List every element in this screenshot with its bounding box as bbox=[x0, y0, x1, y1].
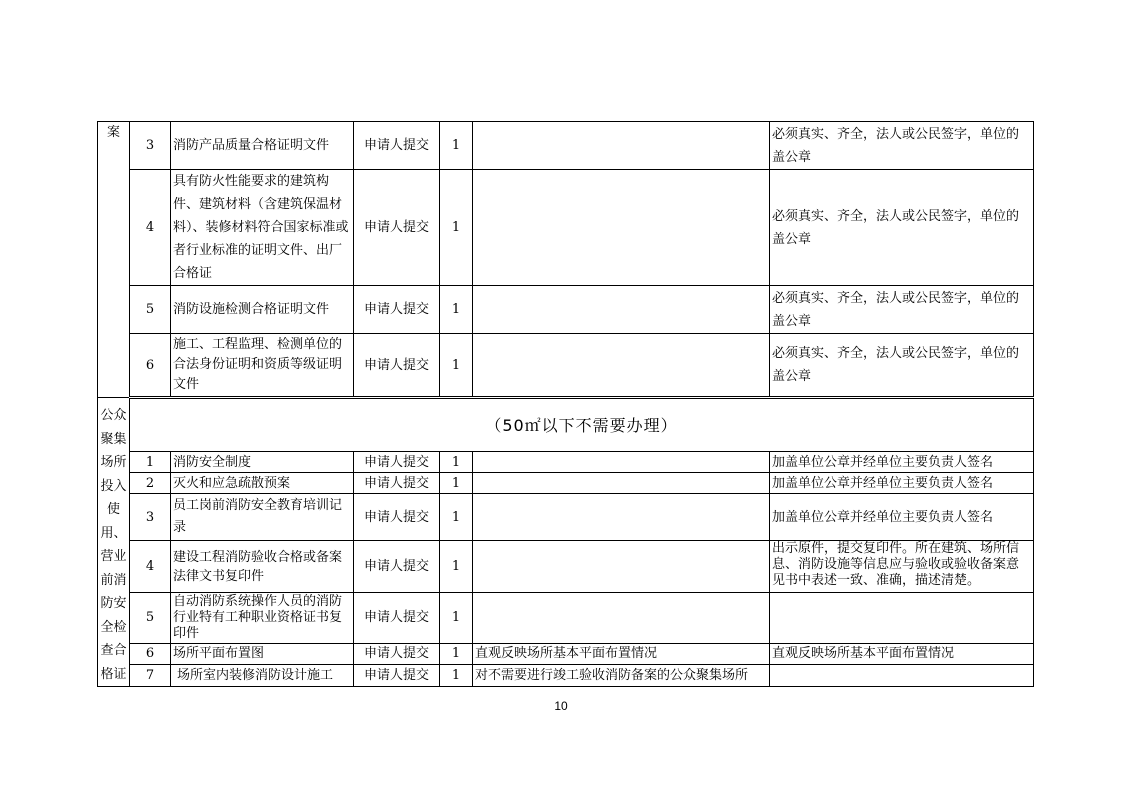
table-row bbox=[98, 644, 1034, 665]
table-row bbox=[98, 122, 1034, 170]
row-number: 4 bbox=[130, 170, 171, 286]
table-row bbox=[98, 398, 1034, 452]
requirement: 必须真实、齐全，法人或公民签字，单位的盖公章 bbox=[770, 170, 1034, 286]
condition bbox=[473, 286, 770, 334]
copy-count: 1 bbox=[440, 122, 473, 170]
category-cell-b: 公众聚集场所投入使用、营业前消防安全检查合格证 bbox=[98, 398, 130, 687]
submitter: 申请人提交 bbox=[354, 452, 440, 473]
material-name: 自动消防系统操作人员的消防行业特有工种职业资格证书复印件 bbox=[171, 592, 354, 643]
material-name: 施工、工程监理、检测单位的合法身份证明和资质等级证明文件 bbox=[171, 334, 354, 398]
submitter: 申请人提交 bbox=[354, 494, 440, 541]
copy-count: 1 bbox=[440, 664, 473, 686]
materials-table bbox=[97, 121, 1034, 687]
submitter: 申请人提交 bbox=[354, 592, 440, 643]
condition bbox=[473, 494, 770, 541]
row-number: 6 bbox=[130, 334, 171, 398]
condition bbox=[473, 541, 770, 592]
material-name: 消防产品质量合格证明文件 bbox=[171, 122, 354, 170]
table-row bbox=[98, 473, 1034, 494]
copy-count: 1 bbox=[440, 541, 473, 592]
material-name: 消防设施检测合格证明文件 bbox=[171, 286, 354, 334]
table-row bbox=[98, 541, 1034, 592]
submitter: 申请人提交 bbox=[354, 644, 440, 665]
copy-count: 1 bbox=[440, 334, 473, 398]
table-row bbox=[98, 664, 1034, 686]
submitter: 申请人提交 bbox=[354, 286, 440, 334]
material-name: 消防安全制度 bbox=[171, 452, 354, 473]
copy-count: 1 bbox=[440, 644, 473, 665]
submitter: 申请人提交 bbox=[354, 122, 440, 170]
submitter: 申请人提交 bbox=[354, 541, 440, 592]
material-name: 建设工程消防验收合格或备案法律文书复印件 bbox=[171, 541, 354, 592]
row-number: 7 bbox=[130, 664, 171, 686]
row-number: 3 bbox=[130, 494, 171, 541]
page-number: 10 bbox=[554, 699, 568, 713]
requirement: 必须真实、齐全，法人或公民签字，单位的盖公章 bbox=[770, 334, 1034, 398]
requirement: 加盖单位公章并经单位主要负责人签名 bbox=[770, 473, 1034, 494]
submitter: 申请人提交 bbox=[354, 170, 440, 286]
condition: 对不需要进行竣工验收消防备案的公众聚集场所 bbox=[473, 664, 770, 686]
requirement: 直观反映场所基本平面布置情况 bbox=[770, 644, 1034, 665]
condition bbox=[473, 473, 770, 494]
copy-count: 1 bbox=[440, 452, 473, 473]
copy-count: 1 bbox=[440, 592, 473, 643]
row-number: 3 bbox=[130, 122, 171, 170]
material-name: 场所平面布置图 bbox=[171, 644, 354, 665]
notice-text: （50㎡以下不需要办理） bbox=[130, 398, 1034, 452]
copy-count: 1 bbox=[440, 170, 473, 286]
row-number: 4 bbox=[130, 541, 171, 592]
material-name: 场所室内装修消防设计施工 bbox=[171, 664, 354, 686]
table-row bbox=[98, 286, 1034, 334]
condition: 直观反映场所基本平面布置情况 bbox=[473, 644, 770, 665]
condition bbox=[473, 592, 770, 643]
condition bbox=[473, 170, 770, 286]
requirement: 出示原件，提交复印件。所在建筑、场所信息、消防设施等信息应与验收或验收备案意见书中表述一致、准确，描述清楚。 bbox=[770, 541, 1034, 592]
table-row bbox=[98, 452, 1034, 473]
row-number: 6 bbox=[130, 644, 171, 665]
row-number: 1 bbox=[130, 452, 171, 473]
requirement: 加盖单位公章并经单位主要负责人签名 bbox=[770, 452, 1034, 473]
copy-count: 1 bbox=[440, 286, 473, 334]
material-name: 员工岗前消防安全教育培训记录 bbox=[171, 494, 354, 541]
row-number: 5 bbox=[130, 592, 171, 643]
requirement bbox=[770, 592, 1034, 643]
condition bbox=[473, 452, 770, 473]
table-row bbox=[98, 592, 1034, 643]
material-name: 具有防火性能要求的建筑构件、建筑材料（含建筑保温材料）、装修材料符合国家标准或者行业标准的证明文件、出厂合格证 bbox=[171, 170, 354, 286]
requirement bbox=[770, 664, 1034, 686]
row-number: 5 bbox=[130, 286, 171, 334]
table-row bbox=[98, 494, 1034, 541]
copy-count: 1 bbox=[440, 494, 473, 541]
submitter: 申请人提交 bbox=[354, 334, 440, 398]
requirement: 必须真实、齐全，法人或公民签字，单位的盖公章 bbox=[770, 286, 1034, 334]
submitter: 申请人提交 bbox=[354, 473, 440, 494]
condition bbox=[473, 334, 770, 398]
condition bbox=[473, 122, 770, 170]
material-name: 灭火和应急疏散预案 bbox=[171, 473, 354, 494]
submitter: 申请人提交 bbox=[354, 664, 440, 686]
requirement: 加盖单位公章并经单位主要负责人签名 bbox=[770, 494, 1034, 541]
requirement: 必须真实、齐全，法人或公民签字，单位的盖公章 bbox=[770, 122, 1034, 170]
table-row bbox=[98, 334, 1034, 398]
copy-count: 1 bbox=[440, 473, 473, 494]
category-cell-a: 案 bbox=[98, 122, 130, 398]
row-number: 2 bbox=[130, 473, 171, 494]
table-row bbox=[98, 170, 1034, 286]
